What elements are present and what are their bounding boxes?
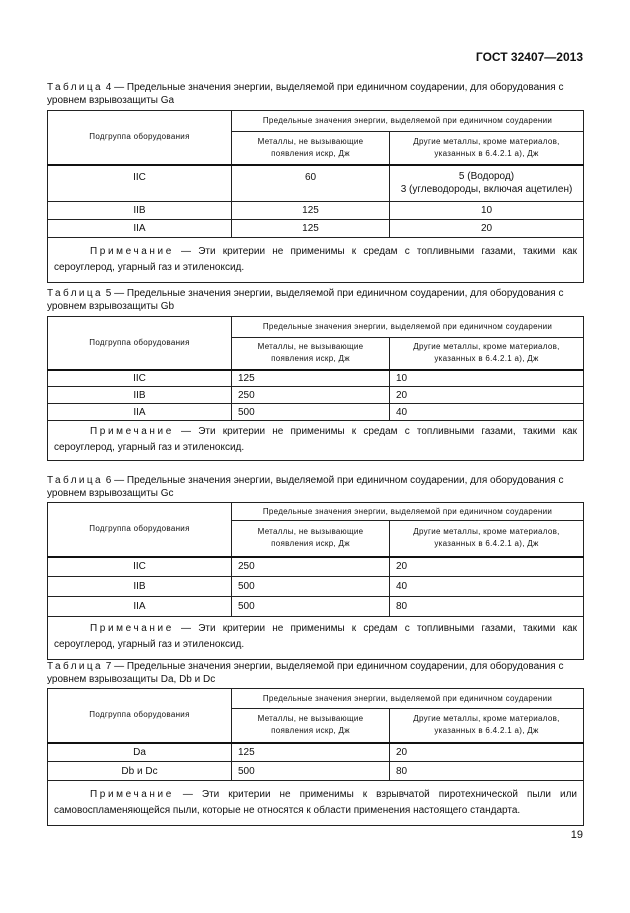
table-note xyxy=(48,238,584,283)
col-header-subgroup: Подгруппа оборудования xyxy=(48,689,232,743)
caption-text: — Предельные значения энергии, выделяемой при единичном соударении, для оборудования с уровнем взрывозащиты Gb xyxy=(47,288,564,312)
table-note xyxy=(48,781,584,826)
table-4 xyxy=(47,110,584,283)
caption-text: — Предельные значения энергии, выделяемой при единичном соударении, для оборудования с уровнем взрывозащиты Da, Db и Dc xyxy=(47,661,564,685)
table-5 xyxy=(47,316,584,461)
caption-number: 6 xyxy=(105,475,112,486)
col-header-group: Предельные значения энергии, выделяемой при единичном соударении xyxy=(232,111,584,132)
table-7-caption xyxy=(47,660,583,686)
document-header: ГОСТ 32407—2013 xyxy=(475,50,583,64)
col-header-group: Предельные значения энергии, выделяемой при единичном соударении xyxy=(232,503,584,521)
cell-subgroup: Da xyxy=(48,743,232,762)
note-text: — Эти критерии не применимы к взрывчатой пиротехнической пыли или самовоспламеняющейся пыли, которые не относятся к области применения настоящего стандарта. xyxy=(54,789,577,816)
col-header-nonspark: Металлы, не вызывающие появления искр, Дж xyxy=(232,132,390,165)
cell-other: 20 xyxy=(390,743,584,762)
cell-other: 80 xyxy=(390,762,584,781)
cell-subgroup: IIC xyxy=(48,165,232,202)
col-header-subgroup: Подгруппа оборудования xyxy=(48,317,232,370)
note-label: Примечание xyxy=(90,789,174,800)
cell-nonspark: 125 xyxy=(232,220,390,238)
col-header-subgroup: Подгруппа оборудования xyxy=(48,503,232,557)
note-text: — Эти критерии не применимы к средам с топливными газами, такими как сероуглерод, угарный газ и этиленоксид. xyxy=(54,623,577,650)
note-label: Примечание xyxy=(90,623,174,634)
col-header-other: Другие металлы, кроме материалов, указанных в 6.4.2.1 а), Дж xyxy=(390,132,584,165)
cell-nonspark: 125 xyxy=(232,202,390,220)
caption-label: Таблица xyxy=(47,288,104,299)
col-header-group: Предельные значения энергии, выделяемой при единичном соударении xyxy=(232,317,584,338)
caption-label: Таблица xyxy=(47,661,104,672)
cell-nonspark: 500 xyxy=(232,577,390,597)
table-note xyxy=(48,617,584,660)
col-header-subgroup: Подгруппа оборудования xyxy=(48,111,232,165)
cell-subgroup: IIA xyxy=(48,404,232,421)
table-5-caption xyxy=(47,287,583,313)
cell-nonspark: 500 xyxy=(232,597,390,617)
caption-label: Таблица xyxy=(47,475,104,486)
cell-nonspark: 500 xyxy=(232,404,390,421)
cell-nonspark: 125 xyxy=(232,743,390,762)
cell-nonspark: 250 xyxy=(232,557,390,577)
cell-other: 5 (Водород) 3 (углеводороды, включая ацетилен) xyxy=(390,165,584,202)
table-6-caption xyxy=(47,474,583,500)
table-4-caption xyxy=(47,81,583,107)
cell-nonspark: 125 xyxy=(232,370,390,387)
cell-subgroup: IIA xyxy=(48,220,232,238)
cell-subgroup: IIC xyxy=(48,557,232,577)
cell-other: 20 xyxy=(390,387,584,404)
col-header-other: Другие металлы, кроме материалов, указанных в 6.4.2.1 а), Дж xyxy=(390,709,584,743)
col-header-nonspark: Металлы, не вызывающие появления искр, Дж xyxy=(232,709,390,743)
col-header-nonspark: Металлы, не вызывающие появления искр, Дж xyxy=(232,521,390,557)
col-header-group: Предельные значения энергии, выделяемой при единичном соударении xyxy=(232,689,584,709)
caption-label: Таблица xyxy=(47,82,104,93)
caption-number: 5 xyxy=(105,288,112,299)
cell-other: 20 xyxy=(390,557,584,577)
col-header-other: Другие металлы, кроме материалов, указанных в 6.4.2.1 а), Дж xyxy=(390,521,584,557)
note-text: — Эти критерии не применимы к средам с топливными газами, такими как сероуглерод, угарный газ и этиленоксид. xyxy=(54,426,577,453)
cell-subgroup: IIC xyxy=(48,370,232,387)
caption-number: 7 xyxy=(105,661,112,672)
cell-subgroup: IIB xyxy=(48,387,232,404)
cell-nonspark: 500 xyxy=(232,762,390,781)
cell-subgroup: IIB xyxy=(48,202,232,220)
cell-nonspark: 60 xyxy=(232,165,390,202)
col-header-nonspark: Металлы, не вызывающие появления искр, Дж xyxy=(232,338,390,370)
note-label: Примечание xyxy=(90,246,174,257)
note-label: Примечание xyxy=(90,426,174,437)
caption-text: — Предельные значения энергии, выделяемой при единичном соударении, для оборудования с уровнем взрывозащиты Gc xyxy=(47,475,564,499)
cell-other: 10 xyxy=(390,202,584,220)
cell-nonspark: 250 xyxy=(232,387,390,404)
cell-subgroup: Db и Dc xyxy=(48,762,232,781)
table-6 xyxy=(47,502,584,660)
caption-number: 4 xyxy=(105,82,112,93)
table-7 xyxy=(47,688,584,826)
note-text: — Эти критерии не применимы к средам с топливными газами, такими как сероуглерод, угарный газ и этиленоксид. xyxy=(54,246,577,273)
cell-other: 40 xyxy=(390,577,584,597)
cell-subgroup: IIA xyxy=(48,597,232,617)
caption-text: — Предельные значения энергии, выделяемой при единичном соударении, для оборудования с уровнем взрывозащиты Ga xyxy=(47,82,564,106)
cell-other: 10 xyxy=(390,370,584,387)
cell-subgroup: IIB xyxy=(48,577,232,597)
page-number: 19 xyxy=(570,829,583,841)
cell-other: 80 xyxy=(390,597,584,617)
cell-other: 20 xyxy=(390,220,584,238)
cell-other: 40 xyxy=(390,404,584,421)
table-note xyxy=(48,421,584,461)
col-header-other: Другие металлы, кроме материалов, указанных в 6.4.2.1 а), Дж xyxy=(390,338,584,370)
